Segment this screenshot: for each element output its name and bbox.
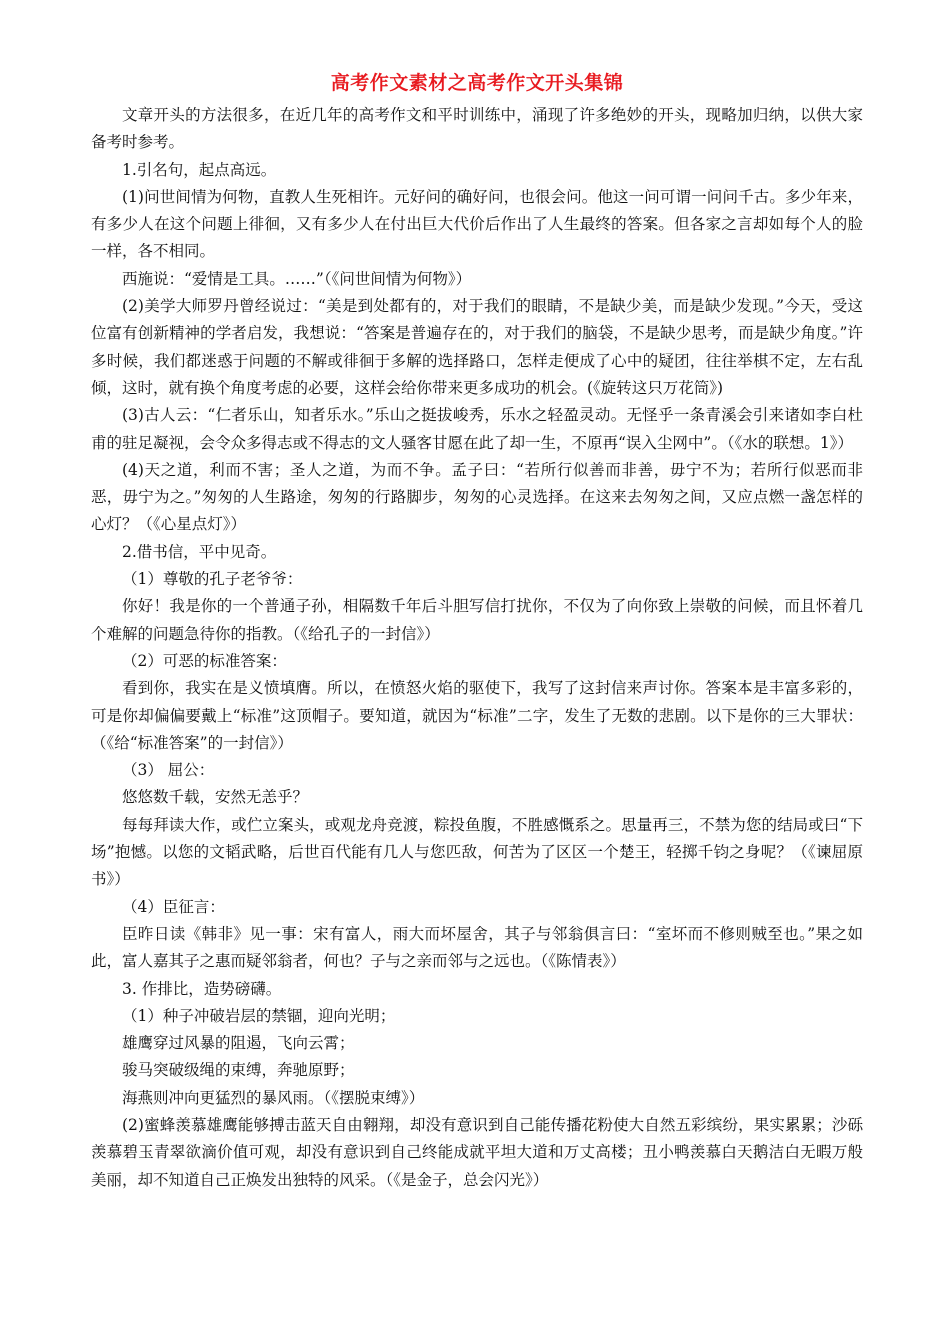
paragraph: （1）种子冲破岩层的禁锢，迎向光明； [122,1006,396,1025]
paragraph: （4）臣征言： [122,897,225,916]
paragraph: 雄鹰穿过风暴的阻遏，飞向云霄； [122,1034,355,1053]
paragraph: (1)问世间情为何物，直教人生死相许。元好问的确好问，也很会问。他这一问可谓一问问千古。多少年来，有多少人在这个问题上徘徊，又有多少人在付出巨大代价后作出了人生最终的答案。但各家之言却如每个人的脸一样，各不相同。 [91,187,863,261]
paragraph: (4)天之道，利而不害；圣人之道，为而不争。孟子曰：“若所行似善而非善，毋宁不为；若所行似恶而非恶，毋宁为之。”匆匆的人生路途，匆匆的行路脚步，匆匆的心灵选择。在这来去匆匆之间，又应点燃一盏怎样的心灯？（《心星点灯》） [91,460,863,534]
paragraph: 文章开头的方法很多，在近几年的高考作文和平时训练中，涌现了许多绝妙的开头，现略加归纳，以供大家备考时参考。 [91,106,863,152]
paragraph: 骏马突破级绳的束缚，奔驰原野； [122,1061,355,1080]
paragraph: 海燕则冲向更猛烈的暴风雨。（《摆脱束缚》） [122,1088,425,1107]
paragraph: 你好！我是你的一个普通子孙，相隔数千年后斗胆写信打扰你，不仅为了向你致上崇敬的问候，而且怀着几个难解的问题急待你的指教。（《给孔子的一封信》） [91,597,863,643]
paragraph: 西施说：“爱情是工具。……”（《问世间情为何物》） [122,269,472,288]
paragraph: (2)蜜蜂羡慕雄鹰能够搏击蓝天自由翱翔，却没有意识到自己能传播花粉使大自然五彩缤纷，果实累累；沙砾羡慕碧玉青翠欲滴价值可观，却没有意识到自己终能成就平坦大道和万丈高楼；丑小鸭羡慕白天鹅洁白无暇万般美丽，却不知道自己正焕发出独特的风采。（《是金子，总会闪光》） [91,1115,863,1189]
paragraph: 臣昨日读《韩非》见一事：宋有富人，雨大而坏屋舍，其子与邻翁俱言曰：“室坏而不修则贼至也。”果之如此，富人嘉其子之惠而疑邻翁者，何也？子与之亲而邻与之远也。（《陈情表》） [91,924,863,971]
document-body [91,102,863,1194]
paragraph: 3. 作排比，造势磅礴。 [122,979,282,998]
paragraph: 2.借书信，平中见奇。 [122,542,277,561]
document-page [91,68,863,1194]
paragraph: 悠悠数千载，安然无恙乎？ [122,788,309,807]
document-title: 高考作文素材之高考作文开头集锦 [330,72,624,94]
paragraph: （3） 屈公： [122,761,215,780]
paragraph: 看到你，我实在是义愤填膺。所以，在愤怒火焰的驱使下，我写了这封信来声讨你。答案本是丰富多彩的，可是你却偏偏要戴上“标准”这顶帽子。要知道，就因为“标准”二字，发生了无数的悲剧。以下是你的三大罪状：（《给“标准答案”的一封信》） [91,679,863,752]
paragraph: 每每拜读大作，或伫立案头，或观龙舟竞渡，粽投鱼腹，不胜感慨系之。思量再三，不禁为您的结局或曰“下场”抱憾。以您的文韬武略，后世百代能有几人与您匹敌，何苦为了区区一个楚王，轻掷千钧之身呢？（《谏屈原书》） [91,815,863,889]
paragraph: （1）尊敬的孔子老爷爷： [122,570,303,589]
paragraph: 1.引名句，起点高远。 [122,160,277,179]
paragraph: (3)古人云：“仁者乐山，知者乐水。”乐山之挺拔峻秀，乐水之轻盈灵动。无怪乎一条青溪会引来诸如李白杜甫的驻足凝视，会令众多得志或不得志的文人骚客甘愿在此了却一生，不原再“误入尘网中”。（《水的联想。1》） [91,406,863,452]
paragraph: (2)美学大师罗丹曾经说过：“美是到处都有的，对于我们的眼睛，不是缺少美，而是缺少发现。”今天，受这位富有创新精神的学者启发，我想说：“答案是普遍存在的，对于我们的脑袋，不是缺少思考，而是缺少角度。”许多时候，我们都迷惑于问题的不解或徘徊于多解的选择路口，怎样走便成了心中的疑团，往往举棋不定，左右乱倾，这时，就有换个角度考虑的必要，这样会给你带来更多成功的机会。(《旋转这只万花筒》) [91,297,863,397]
paragraph: （2）可恶的标准答案： [122,651,287,670]
